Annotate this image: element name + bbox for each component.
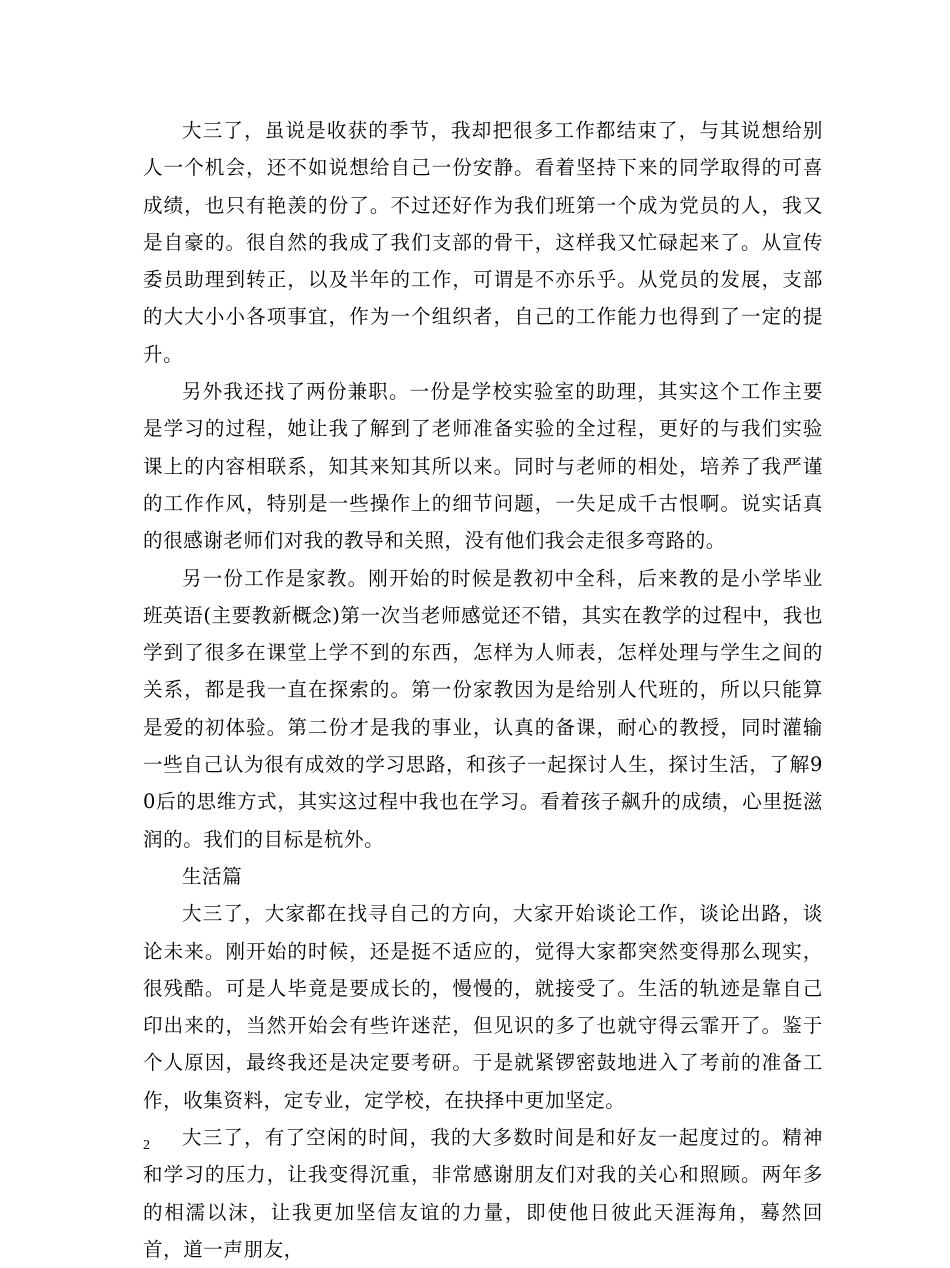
paragraph-part-time-lab: 另外我还找了两份兼职。一份是学校实验室的助理，其实这个工作主要是学习的过程，她让我了解到了老师准备实验的全过程，更好的与我们实验课上的内容相联系，知其来知其所以来。同时与老师的相处，培养了我严谨的工作作风，特别是一些操作上的细节问题，一失足成千古恨啊。说实话真的很感谢老师们对我的教导和关照，没有他们我会走很多弯路的。: [143, 380, 823, 553]
document-body: [143, 112, 823, 1268]
paragraph-senior-year-work: 大三了，虽说是收获的季节，我却把很多工作都结束了，与其说想给别人一个机会，还不如说想给自己一份安静。看着坚持下来的同学取得的可喜成绩，也只有艳羡的份了。不过还好作为我们班第一个成为党员的人，我又是自豪的。很自然的我成了我们支部的骨干，这样我又忙碌起来了。从宣传委员助理到转正，以及半年的工作，可谓是不亦乐乎。从党员的发展，支部的大大小小各项事宜，作为一个组织者，自己的工作能力也得到了一定的提升。: [143, 119, 823, 366]
paragraph-friendship: 大三了，有了空闲的时间，我的大多数时间是和好友一起度过的。精神和学习的压力，让我变得沉重，非常感谢朋友们对我的关心和照顾。两年多的相濡以沫，让我更加坚信友谊的力量，即使他日彼此天涯海角，蓦然回首，道一声朋友，: [143, 1126, 823, 1261]
page-number: 2: [143, 1138, 150, 1153]
section-heading-life: 生活篇: [182, 864, 243, 888]
paragraph-direction: 大三了，大家都在找寻自己的方向，大家开始谈论工作，谈论出路，谈论未来。刚开始的时候，还是挺不适应的，觉得大家都突然变得那么现实，很残酷。可是人毕竟是要成长的，慢慢的，就接受了。生活的轨迹是靠自己印出来的，当然开始会有些许迷茫，但见识的多了也就守得云霏开了。鉴于个人原因，最终我还是决定要考研。于是就紧锣密鼓地进入了考前的准备工作，收集资料，定专业，定学校，在抉择中更加坚定。: [143, 902, 823, 1112]
paragraph-tutoring: 另一份工作是家教。刚开始的时候是教初中全科，后来教的是小学毕业班英语(主要教新概念)第一次当老师感觉还不错，其实在教学的过程中，我也学到了很多在课堂上学不到的东西，怎样为人师表，怎样处理与学生之间的关系，都是我一直在探索的。第一份家教因为是给别人代班的，所以只能算是爱的初体验。第二份才是我的事业，认真的备课，耐心的教授，同时灌输一些自己认为很有成效的学习思路，和孩子一起探讨人生，探讨生活，了解90后的思维方式，其实这过程中我也在学习。看着孩子飙升的成绩，心里挺滋润的。我们的目标是杭外。: [143, 566, 823, 851]
